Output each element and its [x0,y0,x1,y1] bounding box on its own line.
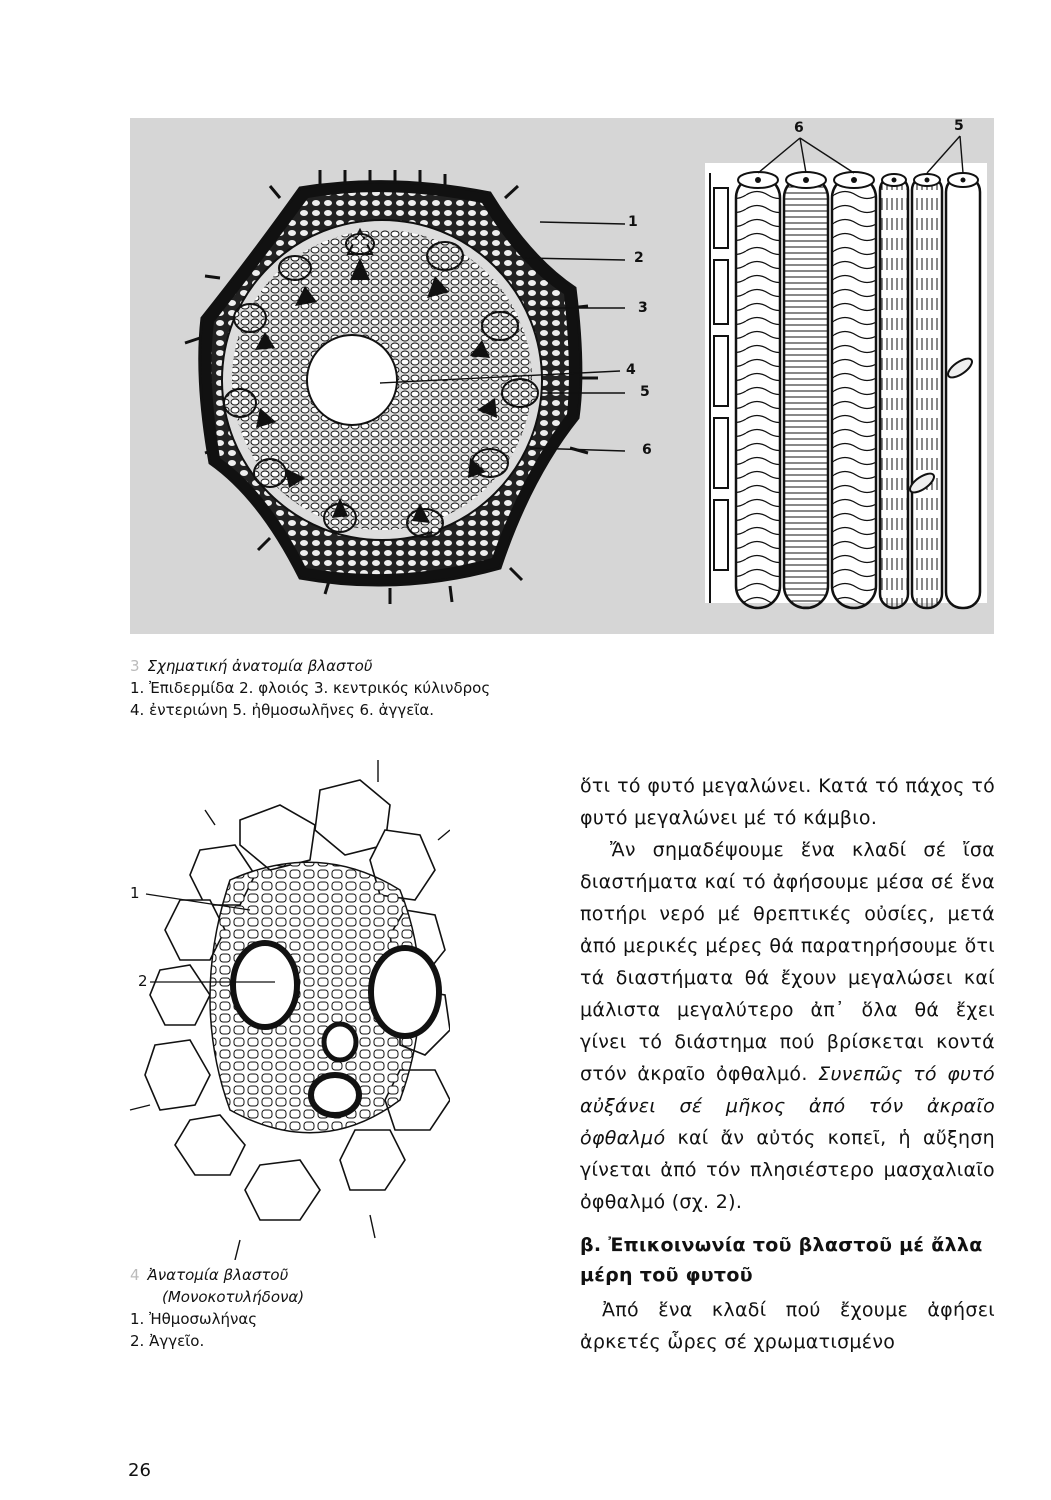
stem-cross-section [185,170,598,604]
fig3-label-2: 2 [634,250,644,266]
fig3-long-label-5: 5 [954,118,964,134]
figure-3-illustration [130,118,994,634]
paragraph-2-text-b: καί ἄν αὐτός κοπεῖ, ἡ αὔξηση γίνεται ἀπό τόν πλησιέστερο μασχαλιαῖο ὀφθαλμό (σχ. 2). [580,1127,995,1213]
fig3-label-4: 4 [626,362,636,378]
vessel-large-right [371,948,439,1036]
figure-3-title: Σχηματική ἀνατομία βλαστοῦ [147,657,373,675]
vessel-bottom [311,1075,359,1115]
paragraph-2 [580,834,995,1218]
paragraph-3: Ἀπό ἕνα κλαδί πού ἔχουμε ἀφήσει ἀρκετές ὧρες σέ χρωματισμένο [580,1299,995,1353]
figure-4-title-line-1: Ἀνατομία βλαστοῦ [147,1266,289,1284]
paragraph-2-emphasis: Συνεπῶς τό φυτό αὐξάνει σέ μῆκος ἀπό τόν ἀκραῖο ὀφθαλμό [580,1063,995,1149]
fig3-long-label-6: 6 [794,120,804,136]
figure-4-number: 4 [130,1266,140,1284]
fig3-label-3: 3 [638,300,648,316]
paragraph-2-text-a: Ἄν σημαδέψουμε ἕνα κλαδί σέ ἴσα διαστήματα καί τό ἀφήσουμε μέσα σέ ἕνα ποτήρι νερό μέ θρεπτικές οὐσίες, μετά ἀπό μερικές μέρες θά παρατηρήσουμε ὅτι τά διαστήματα θά ἔχουν μεγαλώσει καί μάλιστα μεγαλύτερο ἀπ᾿ ὅλα θά ἔχει γίνει τό διάστημα πού βρίσκεται κοντά στόν ἀκραῖο ὀφθαλμό. [580,839,995,1085]
figure-4-title-line-2: (Μονοκοτυλήδονα) [162,1288,305,1306]
stem-longitudinal-section [705,136,987,608]
fig3-label-1: 1 [628,214,638,230]
page-number: 26 [128,1460,151,1481]
fig3-label-6: 6 [642,442,652,458]
fig4-label-1: 1 [130,884,140,902]
fig3-label-5: 5 [640,384,650,400]
body-text-column [580,770,995,1358]
figure-3-legend-line-1: 1. Ἐπιδερμίδα 2. φλοιός 3. κεντρικός κύλινδρος [130,679,491,697]
figure-3-caption [130,655,560,721]
fig4-label-2: 2 [138,972,148,990]
vessel-large-left [233,943,297,1027]
figure-4-illustration [120,760,450,1280]
vessel-small [324,1024,356,1060]
section-heading: β. Ἐπικοινωνία τοῦ βλαστοῦ μέ ἄλλα μέρη τοῦ φυτοῦ [580,1234,983,1286]
paragraph-1: ὅτι τό φυτό μεγαλώνει. Κατά τό πάχος τό φυτό μεγαλώνει μέ τό κάμβιο. [580,775,995,829]
figure-4-legend-line-1: 1. Ἠθμοσωλήνας [130,1310,258,1328]
figure-3-number: 3 [130,657,140,675]
figure-3-legend-line-2: 4. ἐντεριώνη 5. ἠθμοσωλῆνες 6. ἀγγεῖα. [130,701,435,719]
figure-4-caption [130,1264,460,1352]
figure-4-legend-line-2: 2. Ἀγγεῖο. [130,1332,205,1350]
